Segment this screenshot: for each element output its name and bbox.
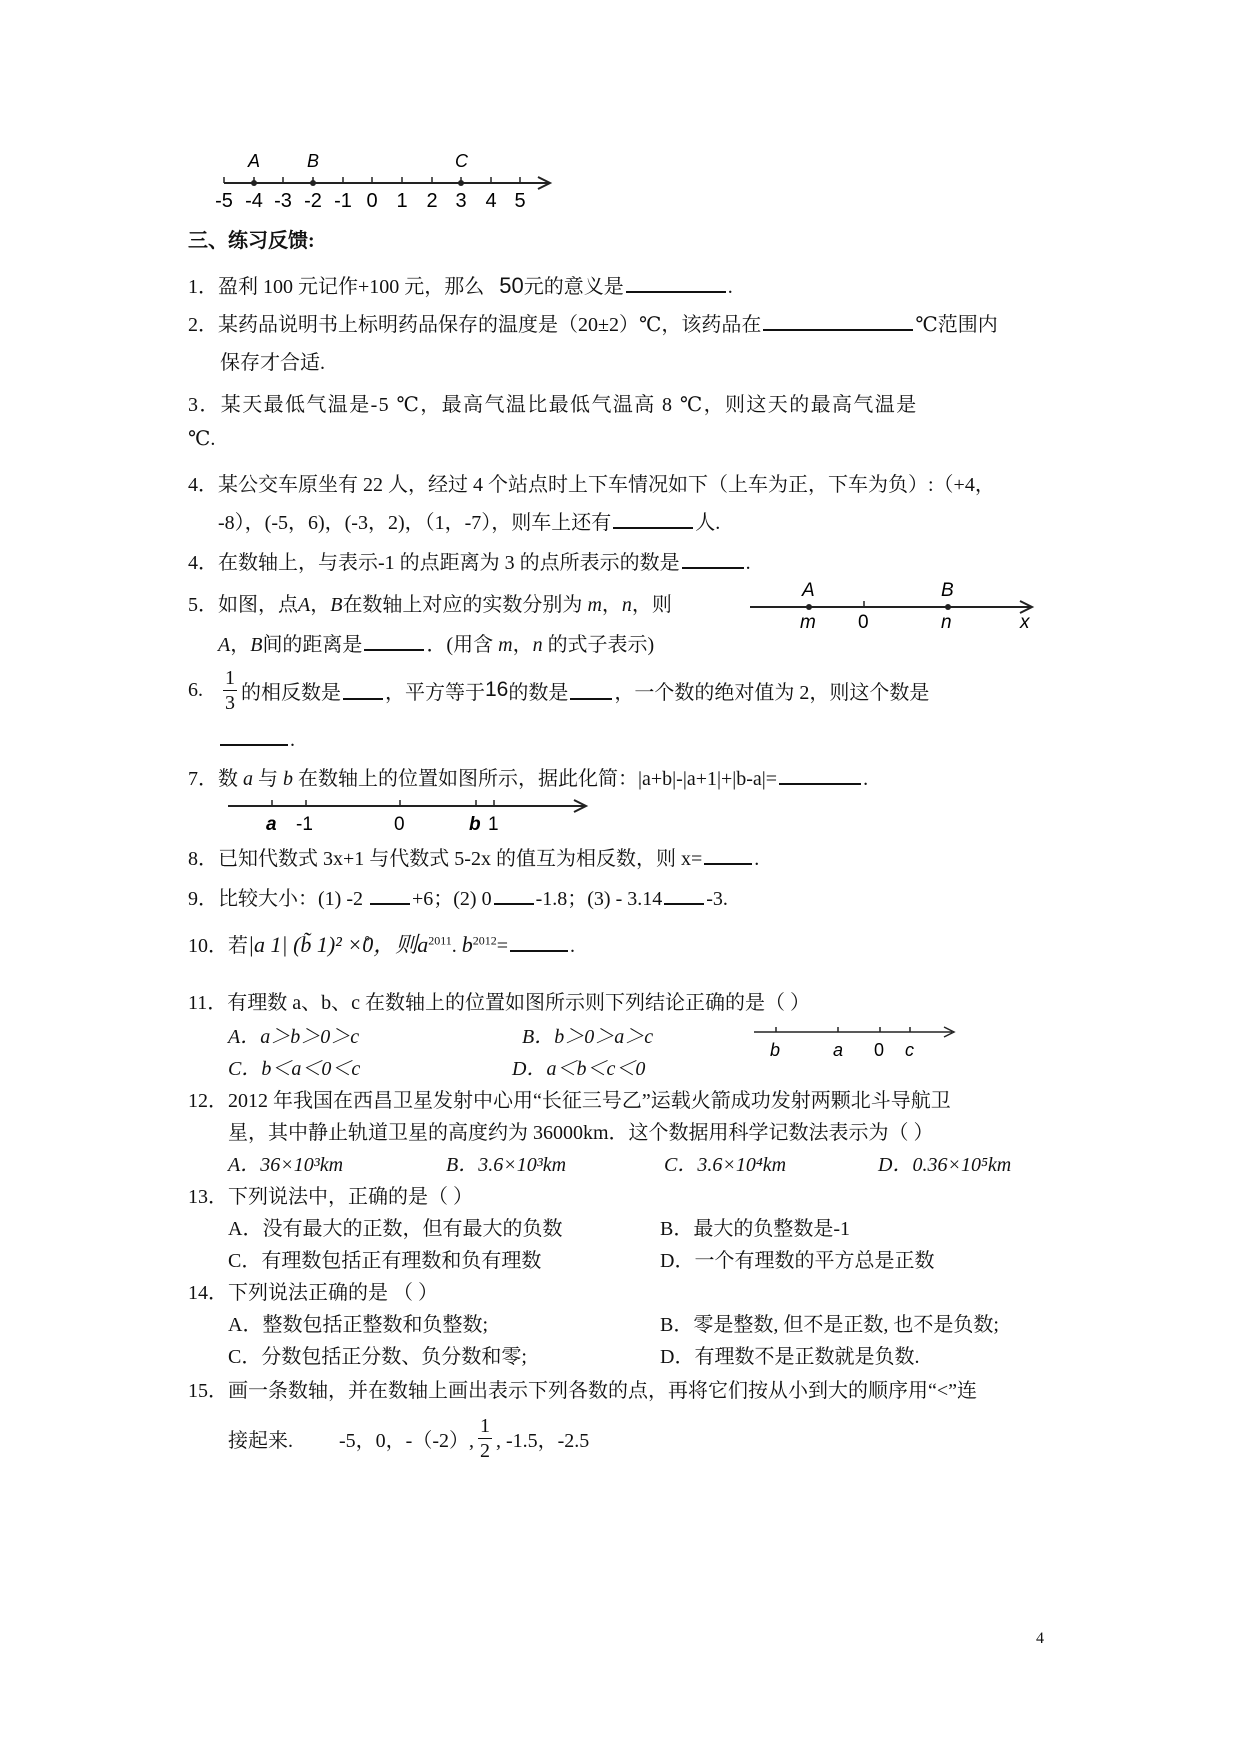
question-4a [188, 468, 995, 497]
var-b: B [330, 594, 343, 616]
punctuation: ， [310, 594, 331, 616]
question-number: 14． [188, 1282, 228, 1304]
tick-label: 3 [455, 190, 467, 212]
var-m: m [587, 594, 602, 616]
question-text: 2012 年我国在西昌卫星发射中心用“长征三号乙”运载火箭成功发射两颗北斗导航卫 [228, 1090, 951, 1112]
var-a: A [298, 594, 311, 616]
var-m: m [498, 634, 513, 656]
question-text: 如图，点 [218, 594, 298, 616]
answer-blank[interactable] [626, 273, 726, 293]
var-n: n [532, 634, 543, 656]
question-6-line2 [218, 726, 295, 752]
question-text: 下列说法中，正确的是（ ） [228, 1186, 473, 1208]
option-c[interactable]: C．b＜a＜0＜c [228, 1058, 361, 1080]
option-a[interactable]: A．没有最大的正数，但有最大的负数 [228, 1218, 563, 1240]
var-a: A [218, 634, 231, 656]
question-text: 的相反数是 [241, 681, 341, 704]
question-text: 接起来. [228, 1429, 293, 1452]
question-text: ，平方等于 [385, 681, 485, 704]
var-a: a [417, 932, 429, 957]
answer-blank[interactable] [370, 885, 410, 905]
option-b[interactable]: B．零是整数, 但不是正数, 也不是负数; [660, 1314, 999, 1336]
punctuation: . [863, 768, 869, 790]
question-text: 画一条数轴，并在数轴上画出表示下列各数的点，再将它们按从小到大的顺序用“<”连 [228, 1380, 978, 1402]
x-axis-label: x [1020, 612, 1030, 633]
question-text: 数 [218, 768, 238, 790]
question-4a-line2 [218, 506, 720, 535]
question-13 [188, 1180, 473, 1209]
m-label: m [800, 612, 816, 633]
a-label: a [266, 814, 277, 835]
question-6 [188, 662, 929, 718]
question-text: 某药品说明书上标明药品保存的温度是（20±2）℃，该药品在 [218, 314, 762, 336]
point-c-label: C [455, 151, 468, 171]
one-label: 1 [488, 814, 499, 835]
question-4b [188, 546, 751, 575]
c-label: c [905, 1040, 914, 1060]
question-text: -1.8；(3) - 3.14 [535, 888, 663, 910]
value: 16 [485, 678, 509, 701]
number-list: -5，0，-（-2）, [339, 1429, 474, 1452]
minus-one-label: -1 [296, 814, 313, 835]
var-n: n [621, 594, 632, 616]
value: 50 [499, 273, 524, 298]
fraction-one-half [478, 1414, 492, 1463]
question-text: 盈利 100 元记作+100 元，那么 [218, 276, 485, 298]
n-label: n [941, 612, 952, 633]
answer-blank[interactable] [494, 885, 534, 905]
var-a: a [243, 768, 253, 790]
option-d[interactable]: D．0.36×10⁵km [878, 1154, 1012, 1176]
point-a-label: A [802, 580, 815, 601]
question-number: 8． [188, 848, 218, 870]
punctuation: . [754, 848, 760, 870]
question-text: +6；(2) 0 [411, 888, 492, 910]
punctuation: = [496, 935, 509, 957]
var-b: B [250, 634, 263, 656]
option-c[interactable]: C．分数包括正分数、负分数和零; [228, 1346, 527, 1368]
punctuation: . [451, 935, 457, 957]
a-label: a [833, 1040, 844, 1060]
option-b[interactable]: B．最大的负整数是-1 [660, 1218, 850, 1240]
b-label: b [770, 1040, 781, 1060]
question-9 [188, 882, 728, 911]
option-a[interactable]: A．36×10³km [228, 1154, 344, 1176]
tick-label: -1 [334, 190, 352, 212]
number-list: , -1.5，-2.5 [495, 1429, 590, 1452]
question-text: 的式子表示) [547, 634, 655, 656]
question-2 [188, 308, 998, 337]
question-text: 在数轴上的位置如图所示，据此化简：|a+b|-|a+1|+|b-a|= [298, 768, 778, 790]
tick-label: 2 [426, 190, 438, 212]
question-text: ℃范围内 [915, 314, 998, 336]
answer-blank[interactable] [763, 311, 913, 331]
question-text: 在数轴上，与表示-1 的点距离为 3 的点所表示的数是 [218, 552, 680, 574]
answer-blank[interactable] [682, 549, 744, 569]
fraction-numerator: 1 [479, 1414, 490, 1437]
answer-blank[interactable] [510, 932, 568, 952]
question-text: ．(用含 [426, 634, 494, 656]
punctuation: . [570, 935, 576, 957]
question-1 [188, 270, 733, 299]
top-number-line [210, 145, 555, 215]
question-5-line2: A，B间的距离是 ．(用含 m，n 的式子表示) [218, 628, 654, 657]
tick-label: 4 [485, 190, 497, 212]
answer-blank[interactable] [613, 509, 693, 529]
point-a-label: A [248, 151, 261, 171]
tick-label: -5 [215, 190, 233, 212]
zero-label: 0 [394, 814, 405, 835]
fraction-denominator: 3 [225, 691, 235, 714]
tick-label: -4 [245, 190, 263, 212]
question-text: ，则 [631, 594, 672, 616]
condition-expression: |a 1| (b̃ 1)² ×̊0，则 [248, 932, 418, 957]
question-text: 若 [228, 935, 248, 957]
question-text: ，一个数的绝对值为 2，则这个数是 [614, 681, 930, 704]
tick-label: 5 [514, 190, 526, 212]
question-text: 间的距离是 [262, 634, 363, 656]
q5-number-line [748, 575, 1048, 635]
question-12 [188, 1084, 951, 1113]
exponent: 2012 [472, 933, 497, 948]
fraction-one-third [223, 666, 237, 715]
question-8 [188, 842, 759, 871]
zero-label: 0 [874, 1040, 885, 1060]
question-text: 人. [695, 512, 721, 534]
option-b[interactable]: B．3.6×10³km [446, 1154, 567, 1176]
answer-blank[interactable] [220, 726, 288, 746]
question-15 [188, 1374, 977, 1403]
exponent: 2011 [428, 933, 452, 948]
question-number: 13． [188, 1186, 228, 1208]
question-text: 元的意义是 [523, 276, 624, 298]
option-a[interactable]: A．整数包括正整数和负整数; [228, 1314, 488, 1336]
question-14 [188, 1276, 438, 1305]
question-number: 2． [188, 314, 218, 336]
question-number: 1． [188, 276, 218, 298]
question-text: 下列说法正确的是 （ ） [228, 1282, 438, 1304]
question-15-line2 [228, 1408, 589, 1468]
fraction-denominator: 2 [479, 1439, 490, 1462]
answer-blank[interactable] [779, 765, 861, 785]
question-7 [188, 762, 868, 791]
answer-blank[interactable] [570, 680, 612, 700]
b-label: b [469, 814, 481, 835]
question-number: 4． [188, 552, 218, 574]
tick-label: 1 [396, 190, 408, 212]
option-d[interactable]: D．a＜b＜c＜0 [512, 1058, 646, 1080]
question-number: 4． [188, 474, 218, 496]
question-11 [188, 986, 810, 1015]
question-12-line2: 星，其中静止轨道卫星的高度约为 36000km．这个数据用科学记数法表示为（ ） [228, 1122, 934, 1144]
option-c[interactable]: C．3.6×10⁴km [664, 1154, 787, 1176]
answer-blank[interactable] [343, 680, 383, 700]
question-text: 在数轴上对应的实数分别为 [342, 594, 583, 616]
question-3 [188, 388, 918, 417]
option-c[interactable]: C．有理数包括正有理数和负有理数 [228, 1250, 542, 1272]
option-a[interactable]: A．a＞b＞0＞c [228, 1026, 360, 1048]
fraction-numerator: 1 [225, 666, 235, 689]
var-b: b [283, 768, 293, 790]
punctuation: . [290, 729, 295, 751]
question-10 [188, 928, 575, 959]
section-title: 三、练习反馈: [188, 230, 315, 252]
question-number: 15． [188, 1380, 228, 1402]
point-b-label: B [307, 151, 320, 171]
tick-label: -3 [274, 190, 292, 212]
question-2-line2: 保存才合适. [220, 352, 325, 374]
question-number: 9． [188, 888, 218, 910]
page-number: 4 [1036, 1630, 1044, 1647]
var-b: b [461, 932, 473, 957]
question-number: 7． [188, 768, 218, 790]
question-text: ．某天最低气温是-5 ℃，最高气温比最低气温高 8 ℃，则这天的最高气温是 [199, 394, 918, 416]
question-number: 3 [188, 394, 200, 416]
option-d[interactable]: D．一个有理数的平方总是正数 [660, 1250, 935, 1272]
punctuation: . [727, 276, 733, 298]
q11-number-line [752, 1022, 962, 1062]
question-text: -3. [706, 888, 728, 910]
question-text: 比较大小：(1) -2 [218, 888, 363, 910]
question-5: 5．如图，点A，B在数轴上对应的实数分别为 m，n，则 [188, 594, 672, 616]
q7-number-line [226, 792, 596, 837]
question-3-line2: ℃. [188, 428, 216, 450]
question-text: 的数是 [508, 681, 569, 704]
question-text: 某公交车原坐有 22 人，经过 4 个站点时上下车情况如下（上车为正，下车为负）:（+4， [218, 474, 995, 496]
question-number: 12． [188, 1090, 228, 1112]
question-text: 有理数 a、b、c 在数轴上的位置如图所示则下列结论正确的是（ ） [227, 992, 811, 1014]
question-number: 6. [188, 678, 203, 701]
punctuation: . [745, 552, 751, 574]
question-number: 5． [188, 594, 218, 616]
question-text: -8），(-5，6)，(-3，2)，（1，-7），则车上还有 [218, 512, 612, 534]
question-number: 10． [188, 935, 228, 957]
answer-blank[interactable] [664, 885, 704, 905]
zero-label: 0 [858, 612, 869, 633]
tick-label: -2 [304, 190, 322, 212]
point-b-label: B [941, 580, 954, 601]
answer-blank[interactable] [704, 845, 752, 865]
tick-label: 0 [366, 190, 378, 212]
option-b[interactable]: B．b＞0＞a＞c [522, 1026, 654, 1048]
answer-blank[interactable] [364, 631, 424, 651]
question-number: 11． [188, 992, 228, 1014]
question-text: 已知代数式 3x+1 与代数式 5-2x 的值互为相反数，则 x= [218, 848, 703, 870]
question-text: 与 [258, 768, 278, 790]
option-d[interactable]: D．有理数不是正数就是负数. [660, 1346, 920, 1368]
